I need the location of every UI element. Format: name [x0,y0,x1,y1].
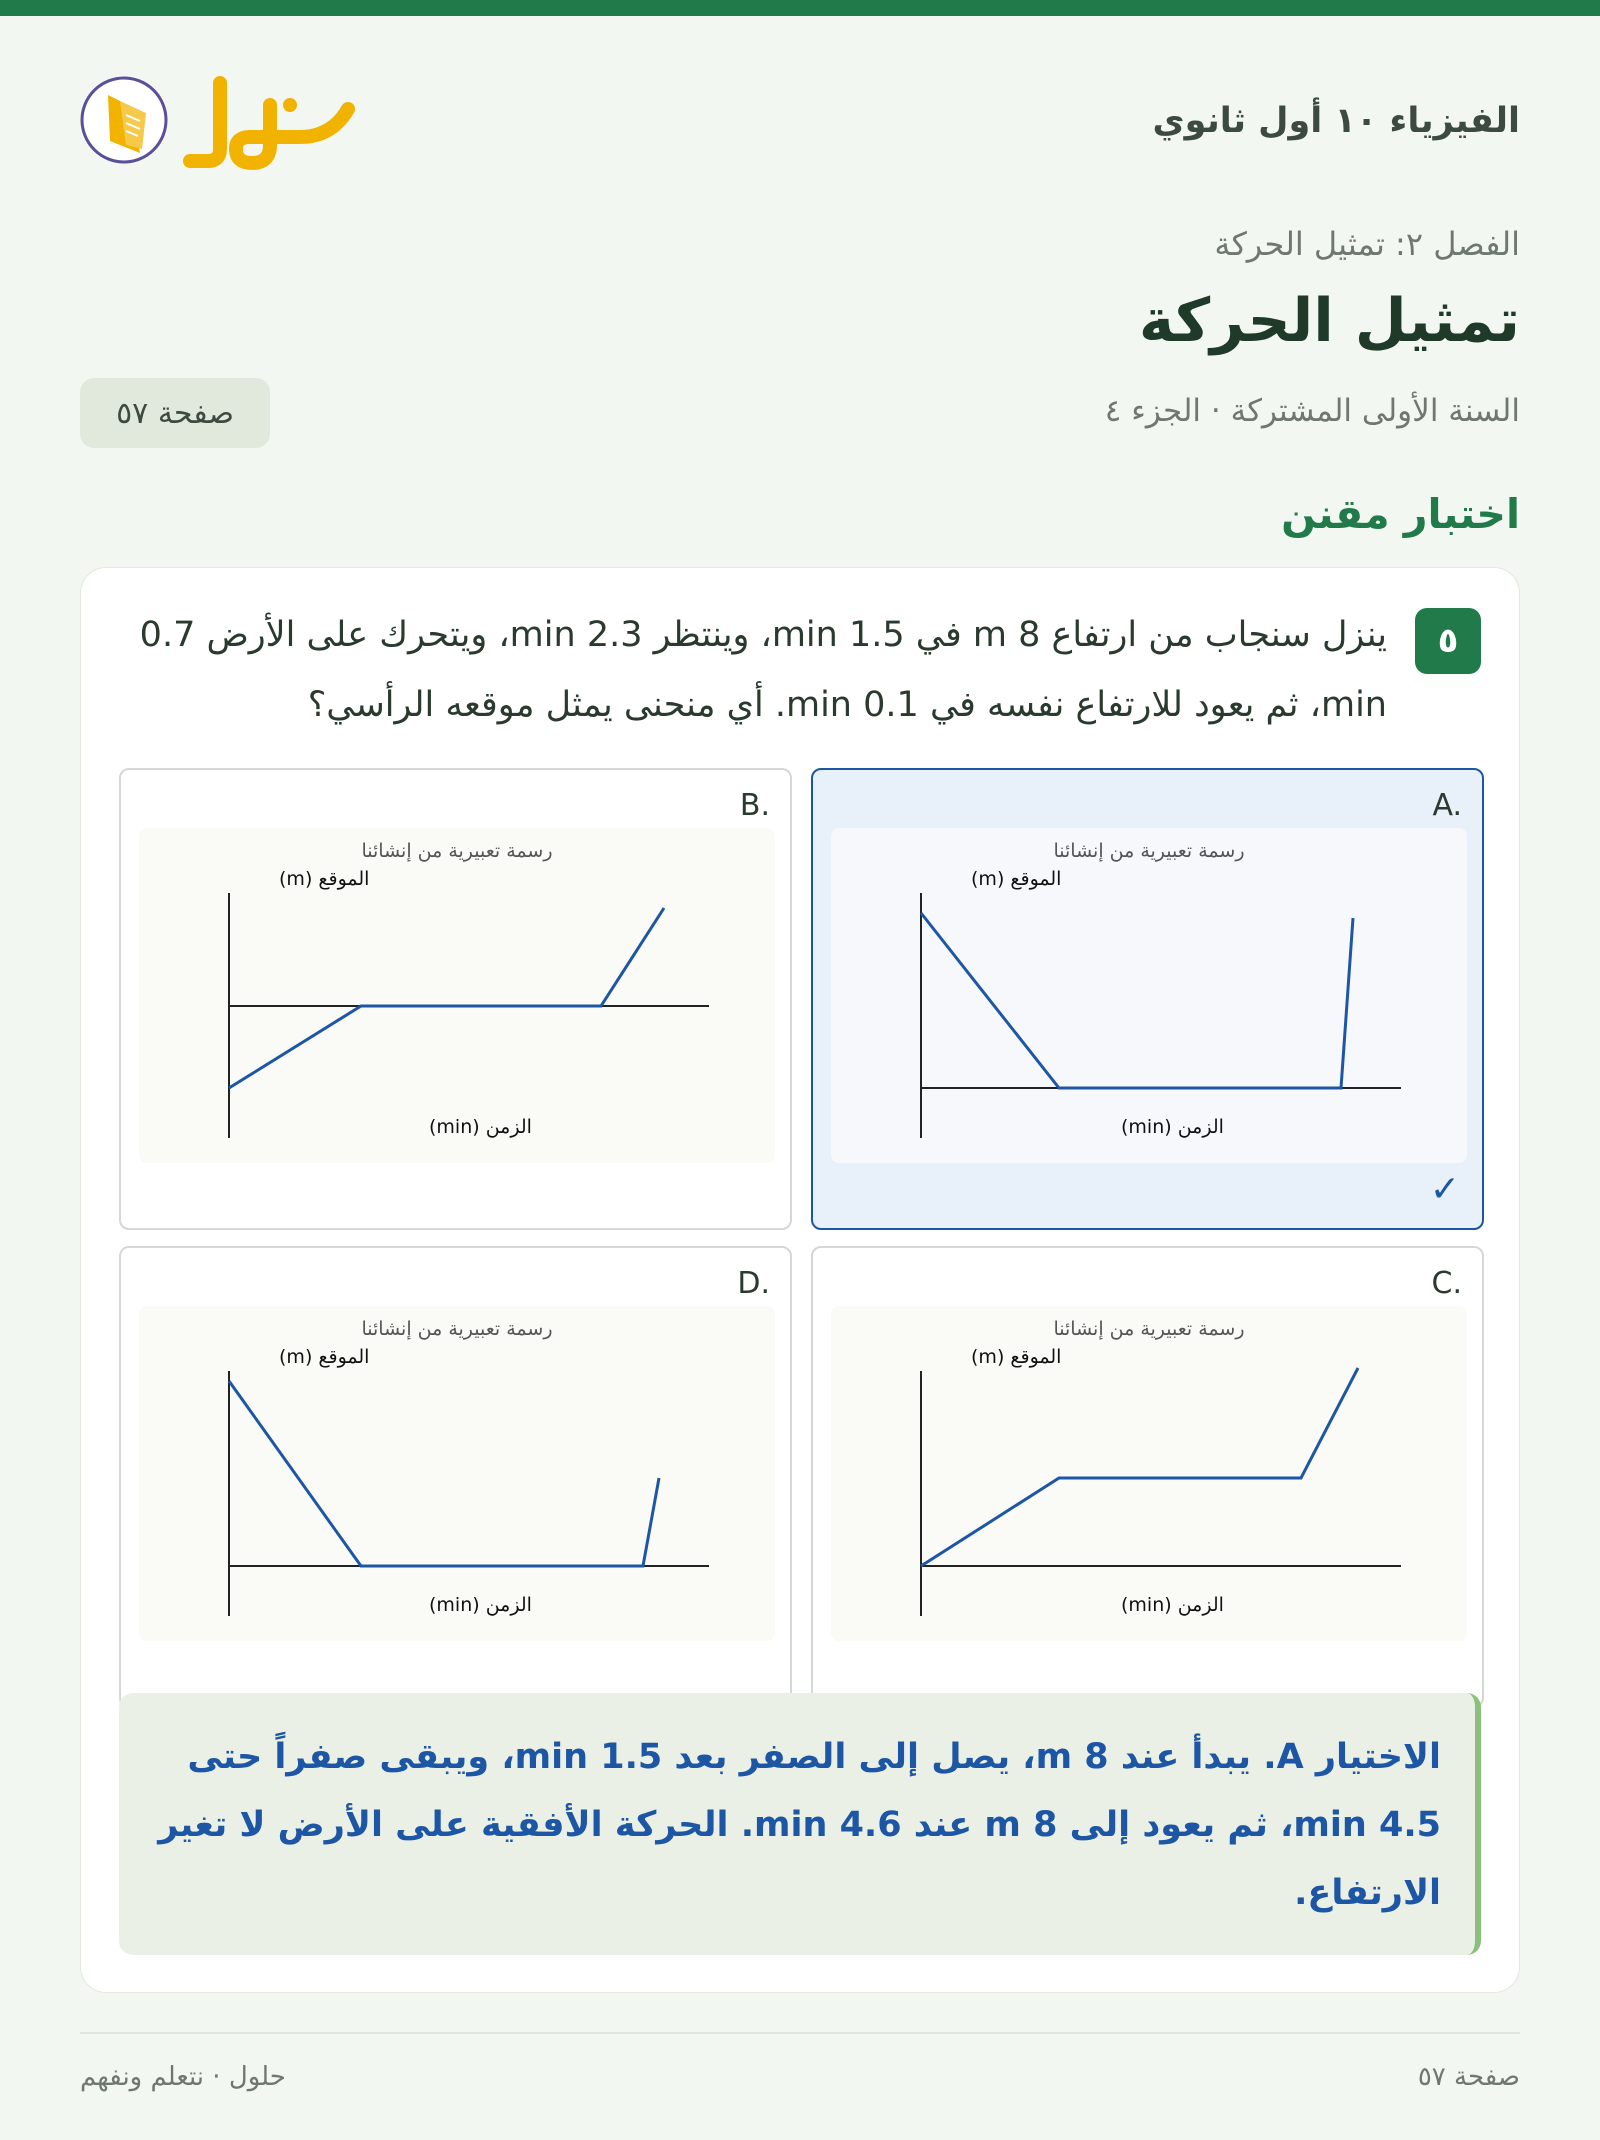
option-letter: A. [1432,788,1462,823]
graph-x-label: الزمن (min) [1121,1116,1224,1138]
option-letter: C. [1431,1266,1462,1301]
option-b[interactable] [119,768,792,1230]
graph-y-label: الموقع (m) [971,1346,1062,1368]
hulul-logo [80,65,380,175]
check-icon: ✓ [1429,1169,1460,1210]
question-text: ينزل سنجاب من ارتفاع 8 m في 1.5 min، وينتظر 2.3 min، ويتحرك على الأرض 0.7 min، ثم يعود للارتفاع نفسه في 0.1 min. أي منحنى يمثل موقعه الرأسي؟ [139,615,1387,725]
graph-y-label: الموقع (m) [279,1346,370,1368]
answer-explanation-box [119,1693,1481,1955]
graph-y-label: الموقع (m) [279,868,370,890]
lesson-subtitle: السنة الأولى المشتركة ⋅ الجزء ٤ [1104,393,1520,429]
question-card [80,567,1520,1993]
graph-caption: رسمة تعبيرية من إنشائنا [361,840,553,862]
graph-x-label: الزمن (min) [429,1594,532,1616]
footer-page-number: صفحة ٥٧ [1417,2062,1520,2092]
section-title: اختبار مقنن [1281,490,1520,538]
graph-caption: رسمة تعبيرية من إنشائنا [1053,1318,1245,1340]
answer-explanation-text: الاختيار A. يبدأ عند 8 m، يصل إلى الصفر بعد 1.5 min، ويبقى صفراً حتى 4.5 min، ثم يعود إلى 8 m عند 4.6 min. الحركة الأفقية على الأرض لا تغير الارتفاع. [158,1737,1441,1913]
position-time-graph-d [139,1306,775,1641]
page-number-badge: صفحة ٥٧ [80,378,270,448]
option-letter: B. [739,788,770,823]
position-time-graph-b [139,828,775,1163]
footer-divider [80,2032,1520,2034]
position-time-graph-a [831,828,1467,1163]
graph-caption: رسمة تعبيرية من إنشائنا [1053,840,1245,862]
chapter-label: الفصل ٢: تمثيل الحركة [1214,225,1520,263]
page-header [80,55,1520,185]
graph-y-label: الموقع (m) [971,868,1062,890]
option-c[interactable] [811,1246,1484,1708]
top-accent-bar [0,0,1600,16]
graph-caption: رسمة تعبيرية من إنشائنا [361,1318,553,1340]
option-letter: D. [737,1266,770,1301]
option-a[interactable] [811,768,1484,1230]
graph-x-label: الزمن (min) [1121,1594,1224,1616]
position-time-graph-c [831,1306,1467,1641]
page-title: تمثيل الحركة [1138,286,1520,356]
question-number-badge: ٥ [1415,608,1481,674]
book-title: الفيزياء ١٠ أول ثانوي [1152,101,1520,141]
option-d[interactable] [119,1246,792,1708]
graph-x-label: الزمن (min) [429,1116,532,1138]
footer-brand: حلول ⋅ نتعلم ونفهم [80,2062,286,2092]
